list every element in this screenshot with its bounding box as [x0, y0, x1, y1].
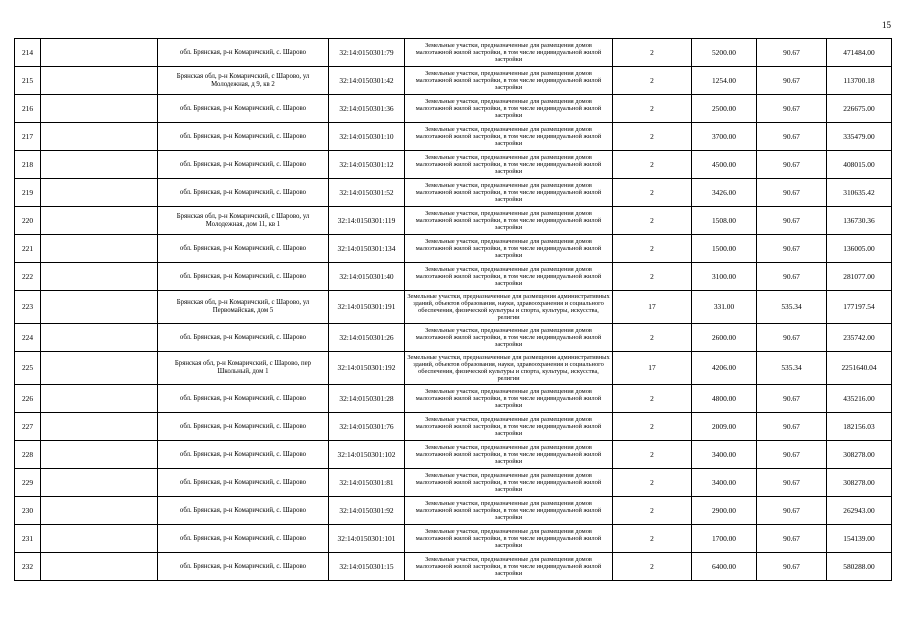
address-cell: обл. Брянская, р-н Комаричский, с. Шарово	[158, 469, 329, 497]
address-cell: обл. Брянская, р-н Комаричский, с. Шарово	[158, 179, 329, 207]
empty-cell	[41, 123, 158, 151]
row-number-cell: 232	[15, 553, 41, 581]
row-number-cell: 225	[15, 352, 41, 385]
area-cell: 2900.00	[692, 497, 757, 525]
row-number-cell: 220	[15, 207, 41, 235]
group-code-cell: 17	[613, 352, 692, 385]
specific-value-cell: 90.67	[757, 497, 827, 525]
table-row	[15, 385, 892, 413]
area-cell: 4206.00	[692, 352, 757, 385]
area-cell: 1500.00	[692, 235, 757, 263]
table-row	[15, 123, 892, 151]
area-cell: 5200.00	[692, 39, 757, 67]
land-purpose-cell: Земельные участки, предназначенные для размещения домов малоэтажной жилой застройки, в том числе индивидуальной жилой застройки	[405, 553, 613, 581]
cadastral-value-cell: 2251640.04	[827, 352, 892, 385]
address-cell: обл. Брянская, р-н Комаричский, с. Шарово	[158, 441, 329, 469]
table-row	[15, 413, 892, 441]
empty-cell	[41, 179, 158, 207]
row-number-cell: 216	[15, 95, 41, 123]
land-purpose-cell: Земельные участки, предназначенные для размещения домов малоэтажной жилой застройки, в том числе индивидуальной жилой застройки	[405, 324, 613, 352]
row-number-cell: 224	[15, 324, 41, 352]
table-row	[15, 469, 892, 497]
area-cell: 6400.00	[692, 553, 757, 581]
empty-cell	[41, 324, 158, 352]
area-cell: 1508.00	[692, 207, 757, 235]
specific-value-cell: 90.67	[757, 413, 827, 441]
cadastral-number-cell: 32:14:0150301:10	[329, 123, 405, 151]
cadastral-number-cell: 32:14:0150301:26	[329, 324, 405, 352]
empty-cell	[41, 263, 158, 291]
land-purpose-cell: Земельные участки, предназначенные для размещения домов малоэтажной жилой застройки, в том числе индивидуальной жилой застройки	[405, 441, 613, 469]
empty-cell	[41, 352, 158, 385]
address-cell: обл. Брянская, р-н Комаричский, с. Шарово	[158, 385, 329, 413]
cadastral-value-cell: 154139.00	[827, 525, 892, 553]
specific-value-cell: 90.67	[757, 469, 827, 497]
cadastral-value-cell: 262943.00	[827, 497, 892, 525]
cadastral-number-cell: 32:14:0150301:12	[329, 151, 405, 179]
cadastral-number-cell: 32:14:0150301:42	[329, 67, 405, 95]
cadastral-value-cell: 281077.00	[827, 263, 892, 291]
specific-value-cell: 90.67	[757, 525, 827, 553]
land-purpose-cell: Земельные участки, предназначенные для размещения домов малоэтажной жилой застройки, в том числе индивидуальной жилой застройки	[405, 151, 613, 179]
cadastral-value-cell: 335479.00	[827, 123, 892, 151]
cadastral-number-cell: 32:14:0150301:76	[329, 413, 405, 441]
address-cell: обл. Брянская, р-н Комаричский, с. Шарово	[158, 123, 329, 151]
group-code-cell: 2	[613, 385, 692, 413]
row-number-cell: 226	[15, 385, 41, 413]
specific-value-cell: 90.67	[757, 553, 827, 581]
group-code-cell: 2	[613, 151, 692, 179]
land-purpose-cell: Земельные участки, предназначенные для размещения домов малоэтажной жилой застройки, в том числе индивидуальной жилой застройки	[405, 385, 613, 413]
empty-cell	[41, 413, 158, 441]
row-number-cell: 218	[15, 151, 41, 179]
cadastral-number-cell: 32:14:0150301:134	[329, 235, 405, 263]
land-purpose-cell: Земельные участки, предназначенные для размещения домов малоэтажной жилой застройки, в том числе индивидуальной жилой застройки	[405, 469, 613, 497]
address-cell: обл. Брянская, р-н Комаричский, с. Шарово	[158, 553, 329, 581]
table-row	[15, 95, 892, 123]
table-row	[15, 263, 892, 291]
table-row	[15, 235, 892, 263]
table-row	[15, 525, 892, 553]
row-number-cell: 219	[15, 179, 41, 207]
area-cell: 3400.00	[692, 441, 757, 469]
area-cell: 2500.00	[692, 95, 757, 123]
empty-cell	[41, 525, 158, 553]
page-number: 15	[882, 20, 891, 30]
empty-cell	[41, 95, 158, 123]
cadastral-value-cell: 308278.00	[827, 441, 892, 469]
specific-value-cell: 90.67	[757, 385, 827, 413]
area-cell: 2600.00	[692, 324, 757, 352]
land-purpose-cell: Земельные участки, предназначенные для размещения домов малоэтажной жилой застройки, в том числе индивидуальной жилой застройки	[405, 39, 613, 67]
group-code-cell: 2	[613, 95, 692, 123]
group-code-cell: 2	[613, 235, 692, 263]
area-cell: 2009.00	[692, 413, 757, 441]
table-row	[15, 352, 892, 385]
area-cell: 1700.00	[692, 525, 757, 553]
table-row	[15, 553, 892, 581]
specific-value-cell: 90.67	[757, 441, 827, 469]
land-purpose-cell: Земельные участки, предназначенные для размещения домов малоэтажной жилой застройки, в том числе индивидуальной жилой застройки	[405, 497, 613, 525]
cadastral-value-cell: 226675.00	[827, 95, 892, 123]
address-cell: обл. Брянская, р-н Комаричский, с. Шарово	[158, 324, 329, 352]
specific-value-cell: 535.34	[757, 291, 827, 324]
row-number-cell: 221	[15, 235, 41, 263]
row-number-cell: 230	[15, 497, 41, 525]
cadastral-value-cell: 310635.42	[827, 179, 892, 207]
table-row	[15, 207, 892, 235]
group-code-cell: 2	[613, 324, 692, 352]
specific-value-cell: 90.67	[757, 207, 827, 235]
empty-cell	[41, 497, 158, 525]
cadastral-number-cell: 32:14:0150301:36	[329, 95, 405, 123]
group-code-cell: 2	[613, 413, 692, 441]
empty-cell	[41, 39, 158, 67]
group-code-cell: 2	[613, 497, 692, 525]
land-purpose-cell: Земельные участки, предназначенные для размещения домов малоэтажной жилой застройки, в том числе индивидуальной жилой застройки	[405, 413, 613, 441]
specific-value-cell: 90.67	[757, 67, 827, 95]
row-number-cell: 215	[15, 67, 41, 95]
cadastral-value-cell: 235742.00	[827, 324, 892, 352]
specific-value-cell: 90.67	[757, 151, 827, 179]
table-row	[15, 39, 892, 67]
cadastral-value-cell: 435216.00	[827, 385, 892, 413]
cadastral-number-cell: 32:14:0150301:119	[329, 207, 405, 235]
cadastral-number-cell: 32:14:0150301:92	[329, 497, 405, 525]
area-cell: 3100.00	[692, 263, 757, 291]
row-number-cell: 228	[15, 441, 41, 469]
area-cell: 331.00	[692, 291, 757, 324]
area-cell: 3700.00	[692, 123, 757, 151]
cadastral-number-cell: 32:14:0150301:191	[329, 291, 405, 324]
address-cell: обл. Брянская, р-н Комаричский, с. Шарово	[158, 235, 329, 263]
specific-value-cell: 535.34	[757, 352, 827, 385]
address-cell: обл. Брянская, р-н Комаричский, с. Шарово	[158, 497, 329, 525]
address-cell: обл. Брянская, р-н Комаричский, с. Шарово	[158, 151, 329, 179]
cadastral-value-cell: 408015.00	[827, 151, 892, 179]
group-code-cell: 2	[613, 441, 692, 469]
address-cell: Брянская обл, р-н Комаричский, с Шарово, ул Молодежная, дом 11, кв 1	[158, 207, 329, 235]
specific-value-cell: 90.67	[757, 235, 827, 263]
specific-value-cell: 90.67	[757, 263, 827, 291]
area-cell: 1254.00	[692, 67, 757, 95]
land-purpose-cell: Земельные участки, предназначенные для размещения домов малоэтажной жилой застройки, в том числе индивидуальной жилой застройки	[405, 95, 613, 123]
address-cell: обл. Брянская, р-н Комаричский, с. Шарово	[158, 413, 329, 441]
cadastral-value-cell: 177197.54	[827, 291, 892, 324]
address-cell: обл. Брянская, р-н Комаричский, с. Шарово	[158, 525, 329, 553]
land-purpose-cell: Земельные участки, предназначенные для размещения домов малоэтажной жилой застройки, в том числе индивидуальной жилой застройки	[405, 263, 613, 291]
cadastral-number-cell: 32:14:0150301:40	[329, 263, 405, 291]
row-number-cell: 217	[15, 123, 41, 151]
area-cell: 4500.00	[692, 151, 757, 179]
table-row	[15, 497, 892, 525]
cadastral-number-cell: 32:14:0150301:15	[329, 553, 405, 581]
land-purpose-cell: Земельные участки, предназначенные для размещения административных зданий, объектов образования, науки, здравоохранения и социального обеспечения, физической культуры и спорта, культуры, искусства, религии	[405, 352, 613, 385]
group-code-cell: 17	[613, 291, 692, 324]
cadastral-value-cell: 471484.00	[827, 39, 892, 67]
table-row	[15, 179, 892, 207]
empty-cell	[41, 151, 158, 179]
group-code-cell: 2	[613, 39, 692, 67]
table-row	[15, 151, 892, 179]
specific-value-cell: 90.67	[757, 324, 827, 352]
land-purpose-cell: Земельные участки, предназначенные для размещения домов малоэтажной жилой застройки, в том числе индивидуальной жилой застройки	[405, 525, 613, 553]
cadastral-value-cell: 308278.00	[827, 469, 892, 497]
address-cell: Брянская обл, р-н Комаричский, с Шарово, ул Молодежная, д 9, кв 2	[158, 67, 329, 95]
row-number-cell: 223	[15, 291, 41, 324]
cadastral-value-cell: 136730.36	[827, 207, 892, 235]
empty-cell	[41, 553, 158, 581]
empty-cell	[41, 235, 158, 263]
cadastral-number-cell: 32:14:0150301:81	[329, 469, 405, 497]
land-purpose-cell: Земельные участки, предназначенные для размещения домов малоэтажной жилой застройки, в том числе индивидуальной жилой застройки	[405, 235, 613, 263]
table-row	[15, 441, 892, 469]
row-number-cell: 222	[15, 263, 41, 291]
address-cell: Брянская обл, р-н Комаричский, с Шарово, пер Школьный, дом 1	[158, 352, 329, 385]
land-purpose-cell: Земельные участки, предназначенные для размещения домов малоэтажной жилой застройки, в том числе индивидуальной жилой застройки	[405, 123, 613, 151]
row-number-cell: 231	[15, 525, 41, 553]
cadastral-number-cell: 32:14:0150301:102	[329, 441, 405, 469]
group-code-cell: 2	[613, 207, 692, 235]
row-number-cell: 214	[15, 39, 41, 67]
cadastral-number-cell: 32:14:0150301:101	[329, 525, 405, 553]
land-plots-table	[14, 38, 892, 581]
address-cell: Брянская обл, р-н Комаричский, с Шарово, ул Первомайская, дом 5	[158, 291, 329, 324]
land-purpose-cell: Земельные участки, предназначенные для размещения домов малоэтажной жилой застройки, в том числе индивидуальной жилой застройки	[405, 179, 613, 207]
empty-cell	[41, 385, 158, 413]
cadastral-value-cell: 182156.03	[827, 413, 892, 441]
land-purpose-cell: Земельные участки, предназначенные для размещения домов малоэтажной жилой застройки, в том числе индивидуальной жилой застройки	[405, 207, 613, 235]
group-code-cell: 2	[613, 553, 692, 581]
cadastral-number-cell: 32:14:0150301:192	[329, 352, 405, 385]
row-number-cell: 229	[15, 469, 41, 497]
cadastral-number-cell: 32:14:0150301:28	[329, 385, 405, 413]
empty-cell	[41, 207, 158, 235]
group-code-cell: 2	[613, 123, 692, 151]
group-code-cell: 2	[613, 263, 692, 291]
cadastral-value-cell: 580288.00	[827, 553, 892, 581]
address-cell: обл. Брянская, р-н Комаричский, с. Шарово	[158, 39, 329, 67]
specific-value-cell: 90.67	[757, 123, 827, 151]
land-purpose-cell: Земельные участки, предназначенные для размещения домов малоэтажной жилой застройки, в том числе индивидуальной жилой застройки	[405, 67, 613, 95]
empty-cell	[41, 291, 158, 324]
group-code-cell: 2	[613, 525, 692, 553]
cadastral-number-cell: 32:14:0150301:79	[329, 39, 405, 67]
group-code-cell: 2	[613, 469, 692, 497]
area-cell: 4800.00	[692, 385, 757, 413]
specific-value-cell: 90.67	[757, 39, 827, 67]
empty-cell	[41, 469, 158, 497]
specific-value-cell: 90.67	[757, 179, 827, 207]
row-number-cell: 227	[15, 413, 41, 441]
address-cell: обл. Брянская, р-н Комаричский, с. Шарово	[158, 95, 329, 123]
group-code-cell: 2	[613, 67, 692, 95]
empty-cell	[41, 441, 158, 469]
empty-cell	[41, 67, 158, 95]
cadastral-number-cell: 32:14:0150301:52	[329, 179, 405, 207]
area-cell: 3400.00	[692, 469, 757, 497]
address-cell: обл. Брянская, р-н Комаричский, с. Шарово	[158, 263, 329, 291]
cadastral-value-cell: 136005.00	[827, 235, 892, 263]
land-purpose-cell: Земельные участки, предназначенные для размещения административных зданий, объектов образования, науки, здравоохранения и социального обеспечения, физической культуры и спорта, культуры, искусства, религии	[405, 291, 613, 324]
table-row	[15, 67, 892, 95]
specific-value-cell: 90.67	[757, 95, 827, 123]
group-code-cell: 2	[613, 179, 692, 207]
table-body	[15, 39, 892, 581]
table-row	[15, 291, 892, 324]
cadastral-value-cell: 113700.18	[827, 67, 892, 95]
area-cell: 3426.00	[692, 179, 757, 207]
table-row	[15, 324, 892, 352]
